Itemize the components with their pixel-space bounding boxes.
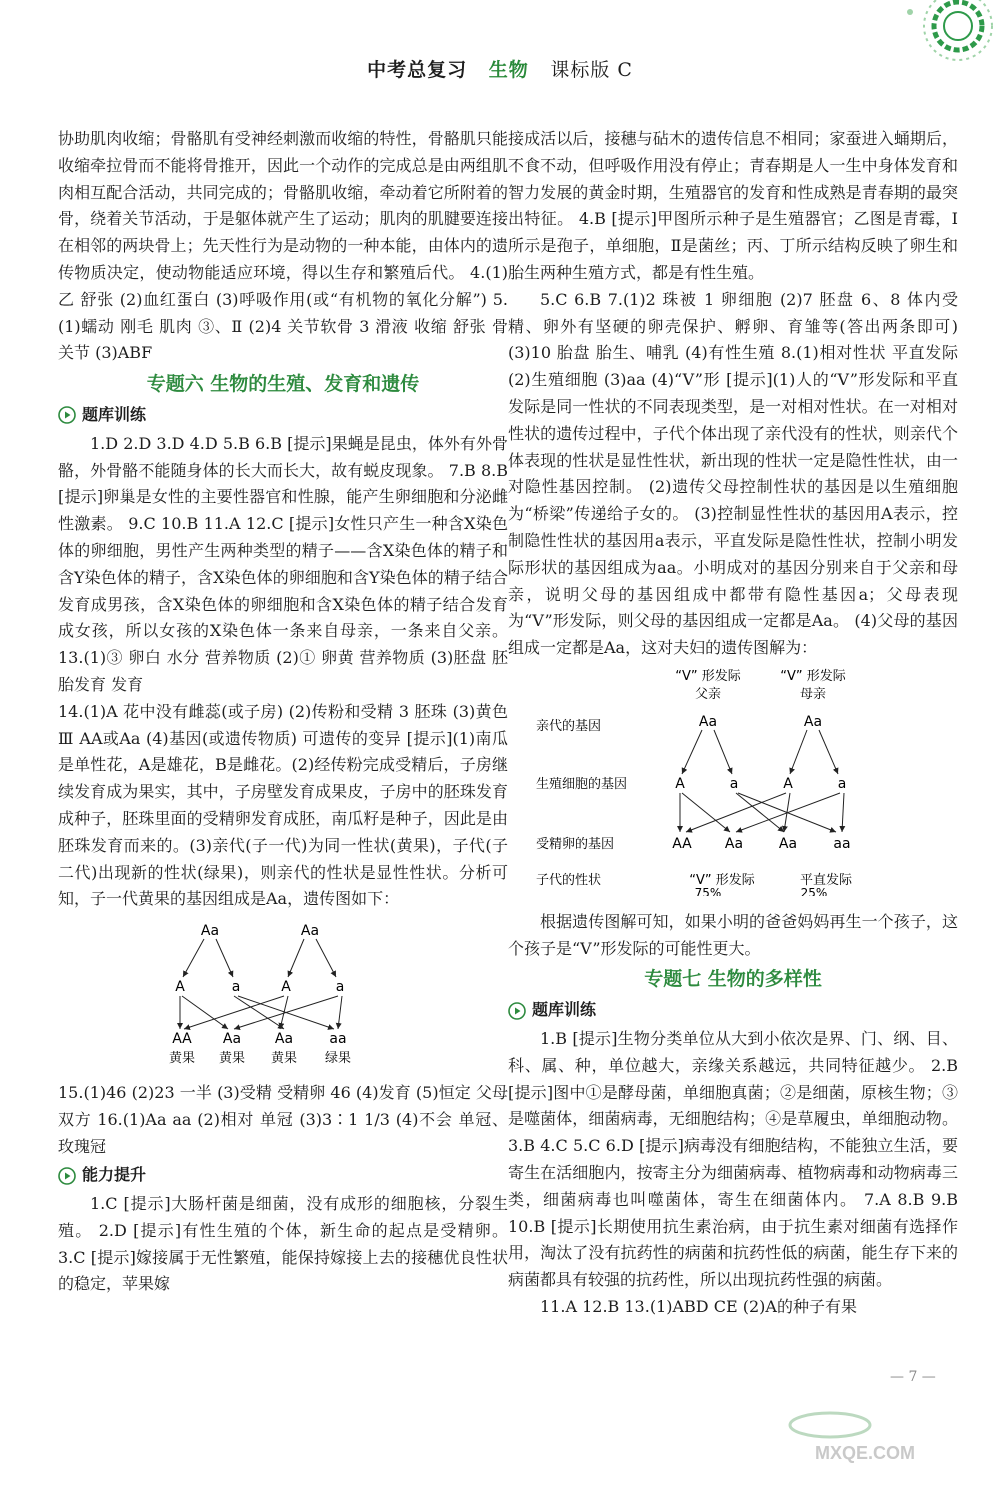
subsection-nengli [58,1162,508,1189]
diagram-ratio-v: 75% [694,885,722,896]
diagram-parent-mother: Aa [803,713,823,730]
diagram-offspring-1: AA [172,1031,192,1048]
diagram-row-label-3: 受精卵的基因 [536,836,615,852]
left-paragraph-4: 15.(1)46 (2)23 一半 (3)受精 受精卵 46 (4)发育 (5)恒定 父母双方 16.(1)Aa aa (2)相对 单冠 (3)3∶1 1/3 (4)不会 单冠、玫瑰冠 [58,1082,508,1156]
diagram-phenotype-flat: 平直发际 [799,872,853,888]
diagram-top-label-1: “V” 形发际 [675,668,741,684]
diagram-offspring-2: Aa [724,835,744,852]
diagram-offspring-4: aa [329,1031,347,1048]
pumpkin-inheritance-diagram [58,917,508,1076]
diagram-phenotype-v: “V” 形发际 [689,872,755,888]
page-number: — 7 — [890,1369,936,1385]
diagram-offspring-1: AA [672,835,692,852]
diagram-phenotype-4: 绿果 [324,1051,352,1067]
diagram-phenotype-3: 黄果 [270,1051,298,1067]
watermark-logo-icon [770,1403,960,1473]
diagram-offspring-2: Aa [222,1031,242,1048]
diagram-gamete-2: a [729,775,739,792]
running-header [0,55,1000,82]
diagram-gamete-3: A [783,775,793,792]
diagram-phenotype-2: 黄果 [218,1051,246,1067]
diagram-gamete-2: a [231,979,241,996]
diagram-role-father: 父亲 [694,686,722,702]
right-paragraph-2: 5.C 6.B 7.(1)2 珠被 1 卵细胞 (2)7 胚盘 6、8 体内受精、卵外有坚硬的卵壳保护、孵卵、育雏等(答出两条即可) (3)10 胎盘 胎生、哺乳 (4)有性生殖 8.(1)相对性状 平直发际 (2)生殖细胞 (3)aa (4)“V”形 [提示](1)人的“V”形发际和平直发际是同一性状的不同表现类型，是一对相对性状。在一对相对性状的遗传过程中，子代个体出现了亲代没有的性状，则亲代个体表现的性状是显性性状，新出现的性状一定是隐性性状，由一对隐性基因控制。 (2)遗传父母控制性状的基因是以生殖细胞为“桥梁”传递给子女的。 (3)控制显性性状的基因用A表示，控制隐性性状的基因用a表示，平直发际是隐性性状，控制小明发际形状的基因组成为aa。小明成对的基因分别来自于父亲和母亲，说明父母的基因组成中都带有隐性基因a；父母表现为“V”形发际，则父母的基因组成一定都是Aa。 (4)父母的基因组成一定都是Aa，这对夫妇的遗传图解为： [508,289,958,658]
diagram-row-label-4: 子代的性状 [536,872,602,888]
diagram-phenotype-1: 黄果 [168,1051,196,1067]
diagram-parent-1: Aa [200,923,220,940]
header-subject: 生物 [488,59,529,81]
diagram-gamete-1: A [675,775,685,792]
right-paragraph-3: 根据遗传图解可知，如果小明的爸爸妈妈再生一个孩子，这个孩子是“V”形发际的可能性更大。 [508,911,958,958]
diagram-row-label-2: 生殖细胞的基因 [536,776,628,792]
right-paragraph-4: 1.B [提示]生物分类单位从大到小依次是界、门、纲、目、科、属、种，单位越大，亲缘关系越远，共同特征越少。 2.B [提示]图中①是酵母菌，单细胞真菌；②是细菌，原核生物；③是噬菌体，细菌病毒，无细胞结构；④是草履虫，单细胞动物。 3.B 4.C 5.C 6.D [提示]病毒没有细胞结构，不能独立生活，要寄生在活细胞内，按寄主分为细菌病毒、植物病毒和动物病毒三类，细菌病毒也叫噬菌体，寄生在细菌体内。 7.A 8.B 9.B 10.B [提示]长期使用抗生素治病，由于抗生素对细菌有选择作用，淘汰了没有抗药性的病菌和抗药性低的病菌，能生存下来的病菌都具有较强的抗药性，所以出现抗药性强的病菌。 [508,1028,958,1290]
diagram-gamete-4: a [335,979,345,996]
left-paragraph-5: 1.C [提示]大肠杆菌是细菌，没有成形的细胞核，分裂生殖。 2.D [提示]有性生殖的个体，新生命的起点是受精卵。 3.C [提示]嫁接属于无性繁殖，能保持嫁接上去的接穗优良性状的稳定，苹果嫁 [58,1194,508,1294]
header-edition: 课标版 C [550,59,633,81]
subsection-nengli-label: 能力提升 [82,1165,147,1185]
diagram-offspring-3: Aa [274,1031,294,1048]
hairline-inheritance-diagram [508,666,958,905]
diagram-offspring-3: Aa [778,835,798,852]
diagram-parent-father: Aa [698,713,718,730]
watermark-text: MXQE.COM [814,1443,916,1463]
left-paragraph-1: 协助肌肉收缩；骨骼肌有受神经刺激而收缩的特性，骨骼肌只能收缩牵拉骨而不能将骨推开，因此一个动作的完成总是由两组肌肉相互配合活动，共同完成的；骨骼肌收缩，牵动着它所附着的骨，绕着关节活动，于是躯体就产生了运动；肌肉的肌腱要连接在相邻的两块骨上；先天性行为是动物的一种本能，由体内的遗传物质决定，使动物能适应环境，得以生存和繁殖后代。 4.(1)乙 舒张 (2)血红蛋白 (3)呼吸作用(或“有机物的氧化分解”) 5.(1)蠕动 刚毛 肌肉 ③、Ⅱ (2)4 关节软骨 3 滑液 收缩 舒张 骨 关节 (3)ABF [58,129,508,363]
diagram-role-mother: 母亲 [799,686,827,702]
diagram-gamete-1: A [175,979,185,996]
subsection-tiku-2-label: 题库训练 [532,1000,597,1020]
diagram-gamete-4: a [837,775,847,792]
diagram-gamete-3: A [281,979,291,996]
play-circle-icon [508,1002,526,1020]
section-6-title: 专题六 生物的生殖、发育和遗传 [146,373,420,396]
corner-decoration-icon [890,0,1000,90]
right-paragraph-1: 接成活以后，接穗与砧木的遗传信息不相同；家蚕进入蛹期后，不食不动，但呼吸作用没有停止；青春期是人一生中身体发育和智力发展的黄金时期，生殖器官的发育和性成熟是青春期的最突出特征。 4.B [提示]甲图所示种子是生殖器官；乙图是青霉，Ⅰ所示是孢子，单细胞，Ⅱ是菌丝；丙、丁所示结构反映了卵生和胎生两种生殖方式，都是有性生殖。 [508,129,958,282]
play-circle-icon [58,1167,76,1185]
play-circle-icon [58,406,76,424]
subsection-tiku [58,402,508,429]
header-series: 中考总复习 [367,59,468,81]
diagram-parent-2: Aa [300,923,320,940]
left-paragraph-2: 1.D 2.D 3.D 4.D 5.B 6.B [提示]果蝇是昆虫，体外有外骨骼，外骨骼不能随身体的长大而长大，故有蜕皮现象。 7.B 8.B [提示]卵巢是女性的主要性器官和性腺，能产生卵细胞和分泌雌性激素。 9.C 10.B 11.A 12.C [提示]女性只产生一种含X染色体的卵细胞，男性产生两种类型的精子——含X染色体的精子和含Y染色体的精子，含X染色体的卵细胞和含Y染色体的精子结合发育成男孩，含X染色体的卵细胞和含X染色体的精子结合发育成女孩，所以女孩的X染色体一条来自母亲，一条来自父亲。 13.(1)③ 卵白 水分 营养物质 (2)① 卵黄 营养物质 (3)胚盘 胚胎发育 发育 [58,433,508,694]
diagram-ratio-flat: 25% [800,885,828,896]
diagram-offspring-4: aa [833,835,851,852]
diagram-top-label-2: “V” 形发际 [780,668,846,684]
left-paragraph-3: 14.(1)A 花中没有雌蕊(或子房) (2)传粉和受精 3 胚珠 (3)黄色 Ⅲ AA或Aa (4)基因(或遗传物质) 可遗传的变异 [提示](1)南瓜是单性花，A是雄花，B是雌花。(2)经传粉完成受精后，子房继续发育成为果实，其中，子房壁发育成果皮，子房中的胚珠发育成种子，胚珠里面的受精卵发育成胚，南瓜籽是种子，因此是由胚珠发育而来的。(3)亲代(子一代)为同一性状(黄果)，子代(子二代)出现新的性状(绿果)，则亲代的性状是显性性状。分析可知，子一代黄果的基因组成是Aa，遗传图如下： [58,701,508,909]
section-7-title: 专题七 生物的多样性 [644,968,822,991]
right-paragraph-5: 11.A 12.B 13.(1)ABD CE (2)A的种子有果 [540,1296,857,1316]
diagram-row-label-1: 亲代的基因 [536,718,602,734]
right-column [508,126,958,1321]
subsection-tiku-2 [508,997,958,1024]
subsection-tiku-label: 题库训练 [82,404,147,424]
left-column [58,126,508,1298]
